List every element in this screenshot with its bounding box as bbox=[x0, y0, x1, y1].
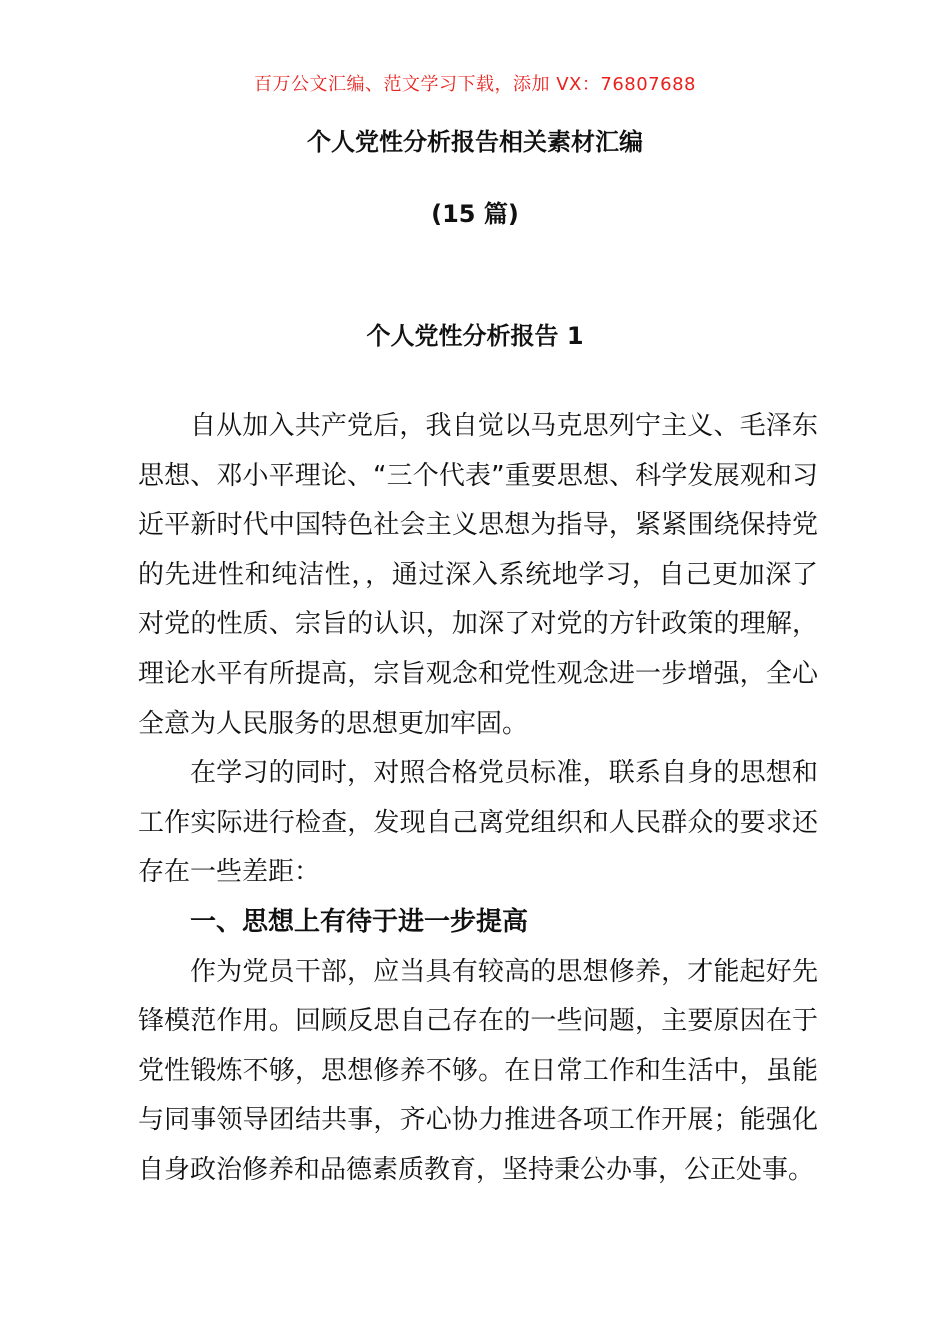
paragraph-1: 自从加入共产党后，我自觉以马克思列宁主义、毛泽东思想、邓小平理论、“三个代表”重要思想、科学发展观和习近平新时代中国特色社会主义思想为指导，紧紧围绕保持党的先进性和纯洁性，，通过深入系统地学习，自己更加深了对党的性质、宗旨的认识，加深了对党的方针政策的理解，理论水平有所提高，宗旨观念和党性观念进一步增强，全心全意为人民服务的思想更加牢固。 bbox=[138, 411, 818, 739]
paragraph-3: 作为党员干部，应当具有较高的思想修养，才能起好先锋模范作用。回顾反思自己存在的一些问题，主要原因在于党性锻炼不够，思想修养不够。在日常工作和生活中，虽能与同事领导团结共事，齐心协力推进各项工作开展；能强化自身政治修养和品德素质教育，坚持秉公办事，公正处事。 bbox=[138, 956, 818, 1185]
paragraph-2: 在学习的同时，对照合格党员标准，联系自身的思想和工作实际进行检查，发现自己离党组织和人民群众的要求还存在一些差距： bbox=[138, 758, 818, 888]
section-title: 个人党性分析报告 1 bbox=[366, 322, 584, 350]
document-title: 个人党性分析报告相关素材汇编 bbox=[307, 128, 643, 156]
document-count: (15 篇) bbox=[431, 200, 519, 228]
subheading-1: 一、思想上有待于进一步提高 bbox=[190, 906, 529, 937]
document-body bbox=[138, 402, 818, 1196]
watermark-banner: 百万公文汇编、范文学习下载，添加 VX：76807688 bbox=[254, 74, 696, 95]
